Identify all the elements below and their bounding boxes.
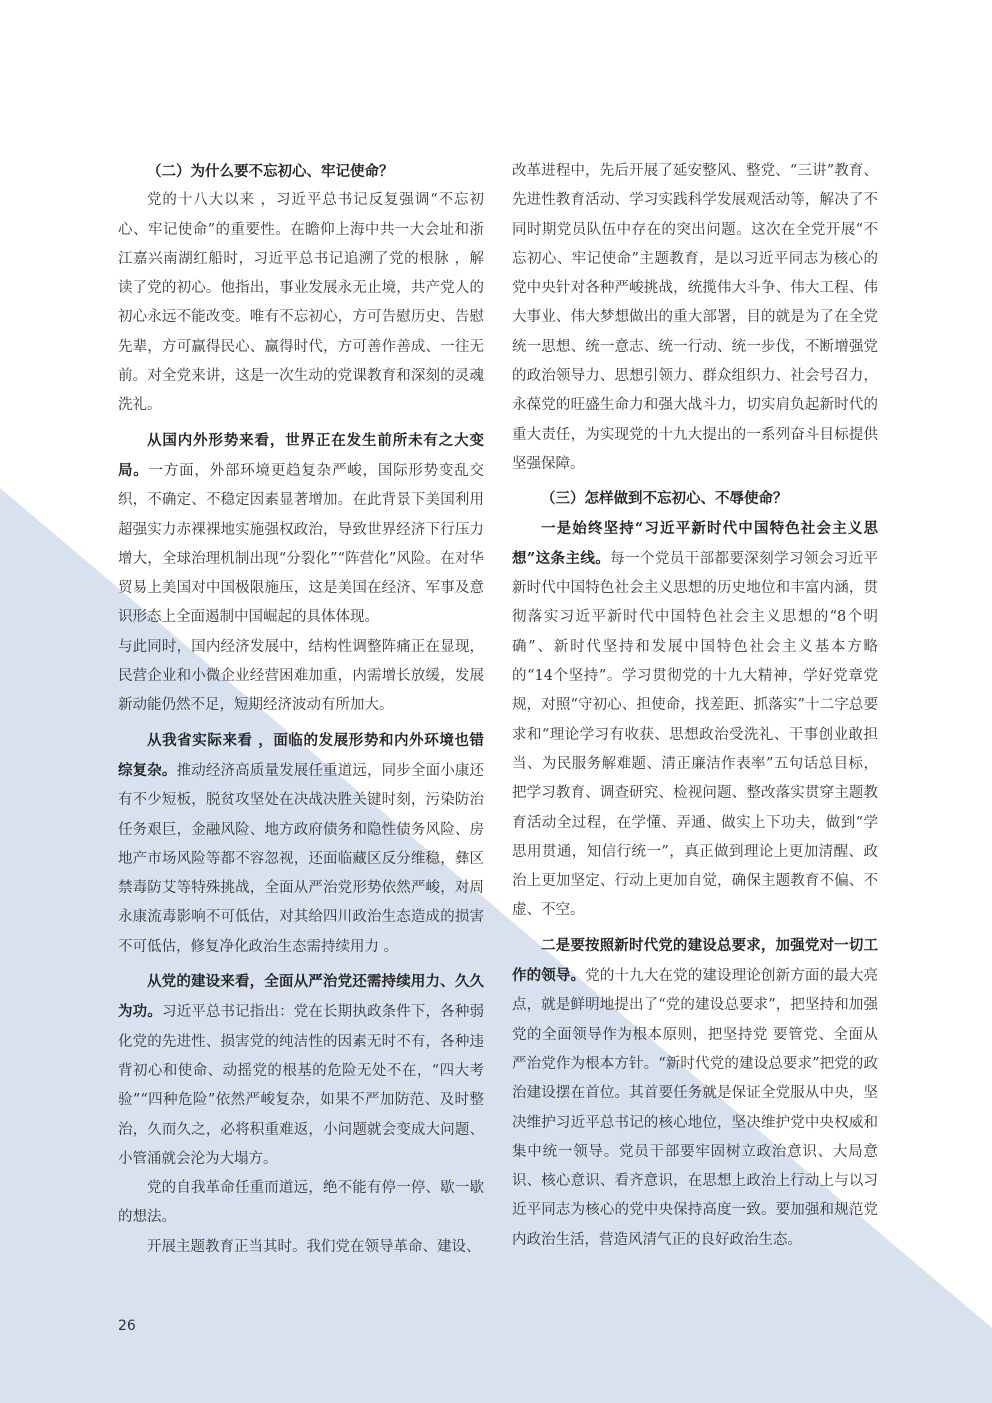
paragraph bbox=[512, 514, 878, 926]
right-column bbox=[512, 157, 878, 1255]
paragraph-continued: 改革进程中，先后开展了延安整风、整党、“三讲”教育、先进性教育活动、学习实践科学发展观活动等，解决了不同时期党员队伍中存在的突出问题。这次在全党开展“不忘初心、牢记使命”主题教育，是以习近平同志为核心的党中央针对各种严峻挑战，统揽伟大斗争、伟大工程、伟大事业、伟大梦想做出的重大部署，目的就是为了在全党统一思想、统一意志、统一行动、统一步伐，不断增强党的政治领导力、思想引领力、群众组织力、社会号召力，永葆党的旺盛生命力和强大战斗力，切实肩负起新时代的重大责任，为实现党的十九大提出的一系列奋斗目标提供坚强保障。 bbox=[512, 163, 878, 472]
paragraph: 开展主题教育正当其时。我们党在领导革命、建设、 bbox=[147, 1238, 481, 1255]
paragraph-body: 习近平总书记指出：党在长期执政条件下，各种弱化党的先进性、损害党的纯洁性的因素无时不有，各种违背初心和使命、动摇党的根基的危险无处不在，“四大考验”“四种危险”依然严峻复杂，如果不严加防范、及时整治，久而久之，必将积重难返，小问题就会变成大问题、小管涌就会沦为大塌方。 bbox=[118, 1004, 484, 1167]
paragraph-lead: 从国内外形势来看，世界正在发生前所未有之大变局。 bbox=[118, 431, 484, 479]
paragraph-body: 推动经济高质量发展任重道远，同步全面小康还有不少短板，脱贫攻坚处在决战决胜关键时刻，污染防治任务艰巨，金融风险、地方政府债务和隐性债务风险、房地产市场风险等都不容忽视，还面临藏区反分维稳，彝区禁毒防艾等特殊挑战，全面从严治党形势依然严峻，对周永康流毒影响不可低估，对其给四川政治生态造成的损害不可低估，修复净化政治生态需持续用力 。 bbox=[118, 762, 485, 955]
paragraph: 党的自我革命任重而道远，绝不能有停一停、歇一歇的想法。 bbox=[118, 1180, 484, 1226]
page-number: 26 bbox=[118, 1318, 136, 1334]
paragraph-lead: 一是始终坚持“习近平新时代中国特色社会主义思想”这条主线。 bbox=[512, 519, 878, 567]
paragraph-lead: 二是要按照新时代党的建设总要求，加强党对一切工作的领导。 bbox=[512, 936, 878, 985]
paragraph bbox=[118, 967, 484, 1174]
paragraph bbox=[118, 726, 484, 962]
paragraph-body: 一方面，外部环境更趋复杂严峻，国际形势变乱交织，不确定、不稳定因素显著增加。在此背景下美国利用超强实力赤裸裸地实施强权政治，导致世界经济下行压力增大，全球治理机制出现“分裂化”“阵营化”风险。在对华贸易上美国对中国极限施压，这是美国在经济、军事及意识形态上全面遏制中国崛起的具体体现。 bbox=[118, 462, 485, 626]
paragraph bbox=[118, 426, 484, 633]
paragraph: 党的十八大以来 ，习近平总书记反复强调“不忘初心、牢记使命”的重要性。在瞻仰上海中共一大会址和浙江嘉兴南湖红船时，习近平总书记追溯了党的根脉 ，解读了党的初心。他指出，事业发展永无止境，共产党人的初心永远不能改变。唯有不忘初心，方可告慰历史、告慰先辈，方可赢得民心、赢得时代，方可善作善成、一往无前。对全党来讲，这是一次生动的党课教育和深刻的灵魂洗礼。 bbox=[118, 192, 484, 414]
paragraph: 与此同时，国内经济发展中，结构性调整阵痛正在显现，民营企业和小微企业经营困难加重，内需增长放缓，发展新动能仍然不足，短期经济波动有所加大。 bbox=[118, 638, 484, 714]
paragraph bbox=[512, 931, 878, 1255]
section-heading-3: （三）怎样做到不忘初心、不辱使命？ bbox=[541, 490, 788, 508]
left-column bbox=[118, 157, 484, 1262]
paragraph-body: 每一个党员干部都要深刻学习领会习近平新时代中国特色社会主义思想的历史地位和丰富内涵，贯彻落实习近平新时代中国特色社会主义思想的“8个明确”、新时代坚持和发展中国特色社会主义基本方略的“14个坚持”。学习贯彻党的十九大精神，学好党章党规，对照“守初心、担使命，找差距、抓落实”十二字总要求和“理论学习有收获、思想政治受洗礼、干事创业敢担当、为民服务解难题、清正廉洁作表率”五句话总目标，把学习教育、调查研究、检视问题、整改落实贯穿主题教育活动全过程，在学懂、弄通、做实上下功夫，做到“学思用贯通，知信行统一”，真正做到理论上更加清醒、政治上更加坚定、行动上更加自觉，确保主题教育不偏、不虚、不空。 bbox=[512, 550, 878, 919]
paragraph-lead: 从党的建设来看，全面从严治党还需持续用力、久久为功。 bbox=[118, 973, 484, 1021]
paragraph-body: 党的十九大在党的建设理论创新方面的最大亮点，就是鲜明地提出了“党的建设总要求”，把坚持和加强党的全面领导作为根本原则，把坚持党 要管党、全面从严治党作为根本方针。“新时代党的建设总要求”把党的政治建设摆在首位。其首要任务就是保证全党服从中央，坚决维护习近平总书记的核心地位，坚决维护党中央权威和集中统一领导。党员干部要牢固树立政治意识、大局意识、核心意识、看齐意识，在思想上政治上行动上与以习近平同志为核心的党中央保持高度一致。要加强和规范党内政治生活，营造风清气正的良好政治生态。 bbox=[512, 968, 879, 1248]
section-heading-2: （二）为什么要不忘初心、牢记使命？ bbox=[147, 163, 394, 180]
paragraph-lead: 从我省实际来看 ，面临的发展形势和内外环境也错综复杂。 bbox=[118, 731, 484, 779]
